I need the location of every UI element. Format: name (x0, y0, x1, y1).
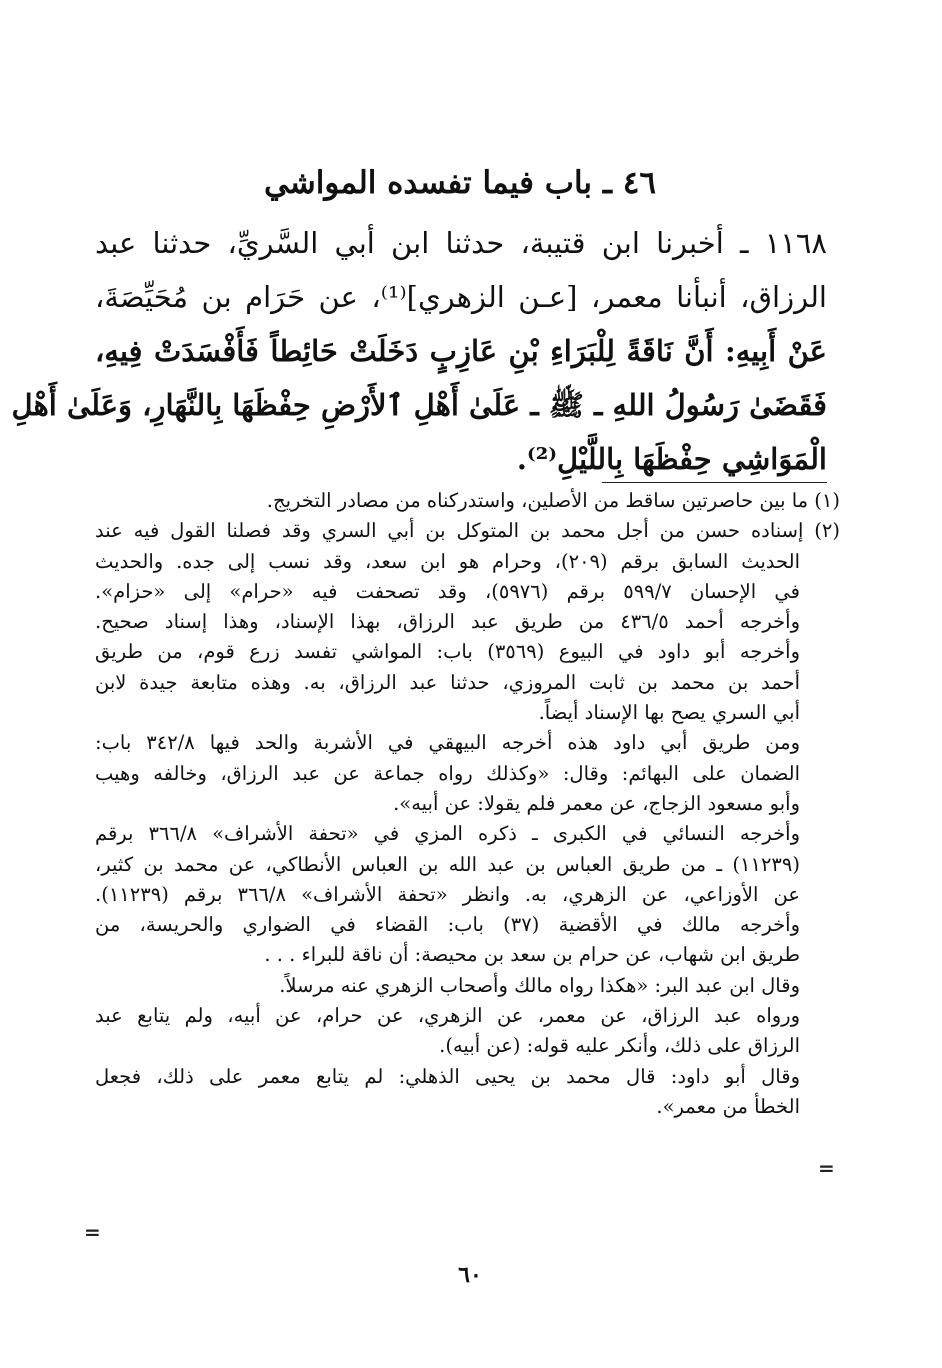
continuation-mark: = (818, 1156, 835, 1180)
footnote-line: طريق ابن شهاب، عن حرام بن سعد بن محيصة: أن ناقة للبراء . . . (264, 943, 800, 967)
footnote-line: وقال أبو داود: قال محمد بن يحيى الذهلي: لم يتابع معمر على ذلك، فجعل (95, 1064, 800, 1088)
footnote-line: وأخرجه أحمد ٤٣٦/٥ من طريق عبد الرزاق، بهذا الإسناد، وهذا إسناد صحيح. (95, 610, 800, 634)
footnote-line: وأبو مسعود الزجاج، عن معمر فلم يقولا: عن أبيه». (393, 791, 800, 815)
footnote-line: وأخرجه مالك في الأقضية (٣٧) باب: القضاء في الضواري والحريسة، من (95, 913, 800, 937)
footnote-line: (٢) إسناده حسن من أجل محمد بن المتوكل بن أبي السري وقد فصلنا القول فيه عند (95, 519, 840, 543)
page-number: ٦٠ (458, 1262, 482, 1288)
footnote-line: عن الأوزاعي، عن الزهري، به. وانظر «تحفة الأشراف» ٣٦٦/٨ برقم (١١٢٣٩). (95, 882, 801, 906)
footnote-line: أبي السري يصح بها الإسناد أيضاً. (538, 701, 800, 725)
footnote-line: ورواه عبد الرزاق، عن معمر، عن الزهري، عن حرام، عن أبيه، ولم يتابع عبد (95, 1004, 800, 1028)
hadith-text (11, 216, 827, 486)
footnote-divider (602, 482, 827, 483)
footnote-line: ومن طريق أبي داود هذه أخرجه البيهقي في الأشربة والحد فيها ٣٤٢/٨ باب: (95, 731, 800, 755)
continuation-mark: = (84, 1220, 101, 1244)
footnote-line: الخطأ من معمر». (656, 1094, 800, 1118)
hadith-line: الْمَوَاشِي حِفْظَهَا بِاللَّيْلِ⁽²⁾. (516, 442, 827, 476)
chapter-heading: ٤٦ ـ باب فيما تفسده المواشي (263, 165, 657, 201)
footnotes (95, 486, 840, 1122)
footnote-line: الحديث السابق برقم (٢٠٩)، وحرام هو ابن سعد، وقد نسب إلى جده. والحديث (95, 549, 800, 573)
footnote-line: وأخرجه أبو داود في البيوع (٣٥٦٩) باب: المواشي تفسد زرع قوم، من طريق (95, 640, 800, 664)
footnote-line: الرزاق على ذلك، وأنكر عليه قوله: (عن أبيه). (439, 1034, 800, 1058)
hadith-line: الرزاق، أنبأنا معمر، [عـن الزهري]⁽¹⁾، عن حَرَام بن مُحَيِّصَةَ، (95, 280, 827, 314)
hadith-line: فَقَضَىٰ رَسُولُ اللهِ ـ ﷺ ـ عَلَىٰ أَهْلِ ٱلأَرْضِ حِفْظَهَا بِالنَّهَارِ، وَعَلَىٰ أَهْلِ (11, 388, 827, 422)
hadith-line: ١١٦٨ ـ أخبرنا ابن قتيبة، حدثنا ابن أبي السَّريِّ، حدثنا عبد (95, 226, 827, 260)
footnote-line: الضمان على البهائم: وقال: «وكذلك رواه جماعة عن عبد الرزاق، وخالفه وهيب (95, 761, 800, 785)
footnote-line: وأخرجه النسائي في الكبرى ـ ذكره المزي في «تحفة الأشراف» ٣٦٦/٨ برقم (95, 822, 800, 846)
footnote-line: في الإحسان ٥٩٩/٧ برقم (٥٩٧٦)، وقد تصحفت فيه «حرام» إلى «حزام». (95, 579, 800, 603)
footnote-line: أحمد بن محمد بن ثابت المروزي، حدثنا عبد الرزاق، به. وهذه متابعة جيدة لابن (95, 670, 800, 694)
footnote-line: وقال ابن عبد البر: «هكذا رواه مالك وأصحاب الزهري عنه مرسلاً. (279, 973, 800, 997)
footnote-line: (١) ما بين حاصرتين ساقط من الأصلين، واستدركناه من مصادر التخريج. (266, 489, 840, 512)
footnote-line: (١١٢٣٩) ـ من طريق العباس بن عبد الله بن العباس الأنطاكي، عن محمد بن كثير، (95, 852, 800, 876)
hadith-line: عَنْ أَبِيهِ: أَنَّ نَاقَةً لِلْبَرَاءِ بْنِ عَازِبٍ دَخَلَتْ حَائِطاً فَأَفْسَدَتْ فِيهِ، (95, 334, 827, 368)
